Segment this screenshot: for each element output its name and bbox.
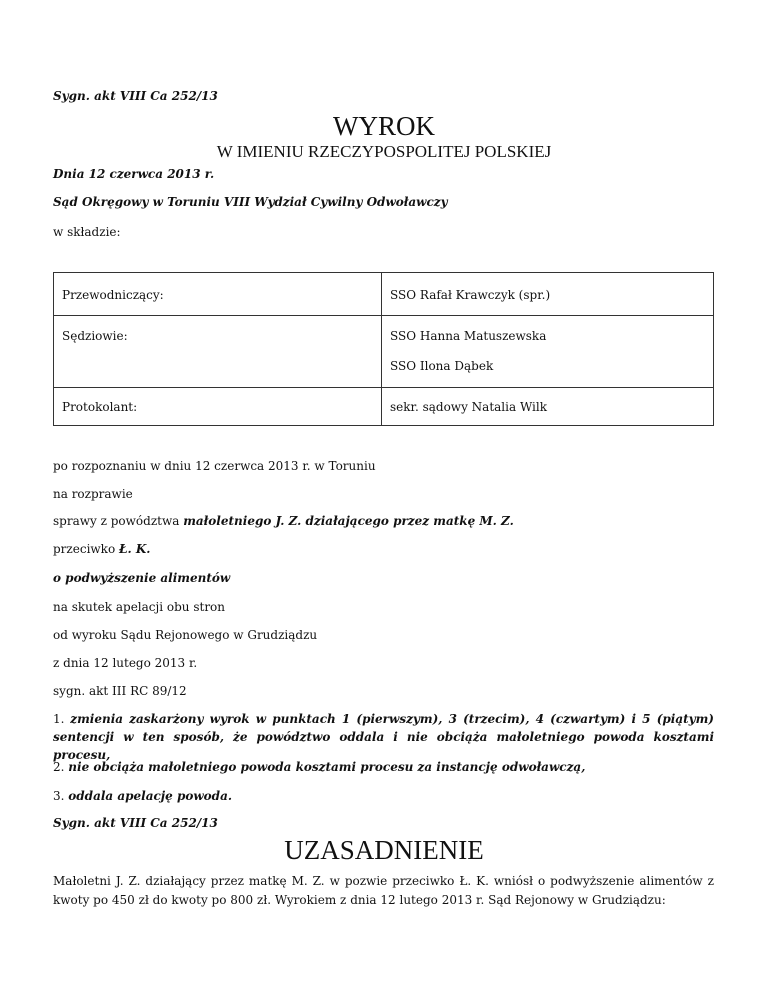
ruling-text: nie obciąża małoletniego powoda kosztami procesu za instancję odwoławczą, bbox=[68, 760, 586, 774]
plaintiff: małoletniego J. Z. działającego przez matkę M. Z. bbox=[183, 514, 514, 528]
bench-name: sekr. sądowy Natalia Wilk bbox=[390, 400, 548, 414]
bench-table bbox=[53, 272, 714, 426]
judgment-date-line: z dnia 12 lutego 2013 r. bbox=[53, 656, 198, 670]
against-prefix: przeciwko bbox=[53, 542, 119, 556]
bench-row-chair bbox=[54, 273, 714, 316]
judgment-date: Dnia 12 czerwca 2013 r. bbox=[53, 167, 215, 181]
lower-signature-line: sygn. akt III RC 89/12 bbox=[53, 684, 187, 698]
case-prefix: sprawy z powództwa bbox=[53, 514, 184, 528]
bench-role: Protokolant: bbox=[54, 388, 382, 426]
bench-name: SSO Ilona Dąbek bbox=[390, 359, 494, 373]
ruling-number: 2. bbox=[53, 760, 65, 774]
bench-name: SSO Hanna Matuszewska bbox=[390, 329, 547, 343]
judgment-subtitle: W IMIENIU RZECZYPOSPOLITEJ POLSKIEJ bbox=[216, 142, 552, 161]
hearing-line: na rozprawie bbox=[53, 487, 133, 501]
justification-text: Małoletni J. Z. działający przez matkę M. Z. w pozwie przeciwko Ł. K. wniósł o podwyższenie alimentów z kwoty po 450 zł do kwoty po 800 zł. Wyrokiem z dnia 12 lutego 2013 r. Sąd Rejonowy w Grudziądzu: bbox=[53, 874, 714, 907]
against-line bbox=[53, 541, 150, 557]
justification-signature: Sygn. akt VIII Ca 252/13 bbox=[53, 816, 218, 830]
ruling-item-2 bbox=[53, 758, 714, 776]
ruling-text: oddala apelację powoda. bbox=[68, 789, 233, 803]
bench-names bbox=[382, 316, 714, 388]
ruling-item-3 bbox=[53, 787, 714, 805]
bench-row-judges bbox=[54, 316, 714, 388]
bench-names bbox=[382, 388, 714, 426]
case-line bbox=[53, 513, 514, 529]
bench-role: Przewodniczący: bbox=[54, 273, 382, 316]
bench-role: Sędziowie: bbox=[54, 316, 382, 388]
bench-names bbox=[382, 273, 714, 316]
judgment-title: WYROK bbox=[333, 111, 435, 141]
case-subject: o podwyższenie alimentów bbox=[53, 571, 231, 585]
justification-title: UZASADNIENIE bbox=[284, 835, 484, 865]
from-judgment-line: od wyroku Sądu Rejonowego w Grudziądzu bbox=[53, 628, 318, 642]
appeal-line: na skutek apelacji obu stron bbox=[53, 600, 226, 614]
composition-label: w składzie: bbox=[53, 225, 121, 239]
case-signature: Sygn. akt VIII Ca 252/13 bbox=[53, 89, 218, 103]
bench-row-clerk bbox=[54, 388, 714, 426]
ruling-number: 1. bbox=[53, 712, 65, 726]
heard-line: po rozpoznaniu w dniu 12 czerwca 2013 r. w Toruniu bbox=[53, 459, 376, 473]
court-name: Sąd Okręgowy w Toruniu VIII Wydział Cywilny Odwoławczy bbox=[53, 195, 448, 209]
ruling-text: zmienia zaskarżony wyrok w punktach 1 (pierwszym), 3 (trzecim), 4 (czwartym) i 5 (piątym) sentencji w ten sposób, że powództwo oddala i nie obciąża małoletniego powoda kosztami procesu, bbox=[53, 712, 714, 762]
defendant: Ł. K. bbox=[118, 542, 151, 556]
ruling-number: 3. bbox=[53, 789, 65, 803]
bench-name: SSO Rafał Krawczyk (spr.) bbox=[390, 288, 551, 302]
ruling-item-1 bbox=[53, 710, 714, 764]
